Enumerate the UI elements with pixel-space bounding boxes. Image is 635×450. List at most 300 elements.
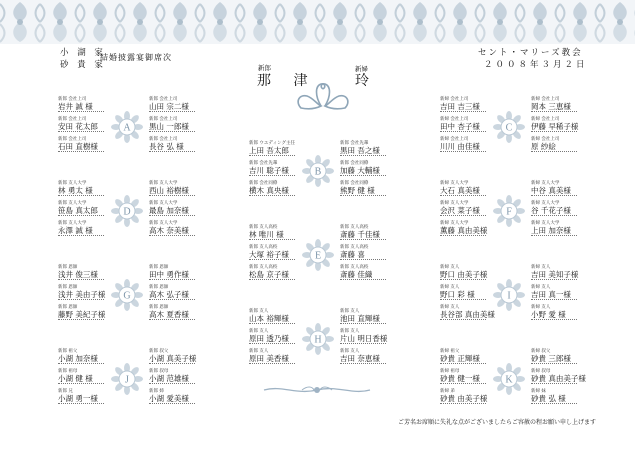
guest-title: 新婦 会社上司 [531,97,560,102]
guest-title: 新郎 会社先輩 [249,161,278,166]
guest-entry [340,181,386,196]
bride-name: 玲 [355,73,378,89]
guest-underline [58,363,104,364]
guest-entry [58,369,104,384]
guest-underline [249,239,295,240]
guest-title: 新婦 友人 [531,305,551,310]
guest-entry [58,265,104,280]
guest-title: 新婦 友人 [440,265,460,270]
guest-name: 小湖 健 様 [58,374,93,383]
guest-underline [440,235,486,236]
guest-name: 砂貴 由美子様 [440,394,488,403]
guest-name: 吉川 聡子様 [249,166,289,175]
guest-underline [58,279,104,280]
guest-entry [531,137,577,152]
guest-entry [440,201,486,216]
guest-title: 新郎 祖父 [58,349,78,354]
guest-underline [531,403,577,404]
guest-underline [149,151,195,152]
guest-name: 上田 吾太郎 [249,146,289,155]
guest-name: 山本 裕輝様 [249,314,289,323]
guest-title: 新郎 会社同僚 [249,181,278,186]
guest-underline [249,175,295,176]
guest-underline [531,279,577,280]
guest-entry [531,117,578,132]
family-name-groom-side: 小 湖 家 [60,48,106,58]
guest-underline [340,279,386,280]
guest-entry [58,305,105,320]
guest-entry [440,265,487,280]
guest-title: 新郎 友人 [249,329,269,334]
guest-title: 新婦 会社上司 [440,117,469,122]
guest-name: 上田 加奈様 [531,226,571,235]
groom-label: 新郎 [258,64,271,72]
guest-underline [249,259,295,260]
guest-entry [58,181,104,196]
table-letter: I [507,290,511,302]
guest-name: 薫藤 真由美様 [440,226,488,235]
guest-name: 小野 愛 様 [531,310,566,319]
guest-underline [149,403,195,404]
flourish-divider-icon [262,383,372,397]
venue-name: セント・マリーズ教会 [478,48,583,58]
guest-underline [58,403,104,404]
guest-entry [149,181,195,196]
guest-entry [149,389,195,404]
guest-entry [440,369,486,384]
guest-underline [58,195,104,196]
guest-title: 新郎 恩師 [58,305,78,310]
guest-name: 原田 透乃様 [249,334,289,343]
guest-entry [58,201,104,216]
guest-title: 新郎 会社先輩 [340,141,369,146]
guest-underline [149,299,195,300]
guest-entry [249,329,295,344]
guest-entry [58,389,104,404]
guest-name: 大塚 裕子様 [249,250,289,259]
guest-entry [249,265,295,280]
damask-pattern-icon [0,0,635,44]
table-letter: J [125,374,129,386]
table-medallion-icon [300,237,336,273]
guest-title: 新郎 恩師 [58,285,78,290]
table-letter: K [505,374,513,386]
table-medallion-icon [109,361,145,397]
guest-underline [440,151,486,152]
guest-name: 斎藤 千佳様 [340,230,380,239]
guest-entry [531,97,577,112]
guest-underline [340,343,386,344]
guest-name: 砂貴 正輝様 [440,354,480,363]
guest-underline [531,131,577,132]
guest-underline [58,319,104,320]
guest-title: 新郎 友人大学 [149,201,178,206]
guest-title: 新郎 会社上司 [149,97,178,102]
guest-name: 谷 千花子様 [531,206,571,215]
guest-title: 新郎 会社上司 [149,137,178,142]
guest-entry [149,201,195,216]
guest-underline [440,319,486,320]
guest-entry [149,137,195,152]
table-letter: H [314,334,322,346]
guest-entry [531,221,577,236]
guest-underline [340,239,386,240]
guest-underline [531,215,577,216]
guest-name: 砂貴 健一様 [440,374,480,383]
guest-title: 新郎 会社上司 [58,137,87,142]
guest-title: 新郎 友人 [340,329,360,334]
guest-entry [531,181,577,196]
guest-underline [149,111,195,112]
guest-entry [440,97,486,112]
guest-underline [149,363,195,364]
table-letter: F [506,206,512,218]
guest-entry [531,285,577,300]
guest-name: 熊野 健 様 [340,186,375,195]
reception-title: 結婚披露宴御席次 [100,53,172,62]
guest-title: 新郎 祖母 [58,369,78,374]
guest-entry [149,265,195,280]
guest-title: 新婦 弟 [440,389,455,394]
guest-name: 松島 京子様 [249,270,289,279]
guest-entry [58,221,104,236]
guest-name: 黒山 一郎様 [149,122,189,131]
guest-underline [149,383,195,384]
guest-title: 新婦 会社上司 [531,117,560,122]
table-letter: D [123,206,131,218]
guest-name: 原 紗絵 [531,142,556,151]
guest-title: 新郎 友人 [249,349,269,354]
guest-name: 浅井 俊三様 [58,270,98,279]
guest-title: 新婦 友人 [440,285,460,290]
table-letter: A [123,122,131,134]
guest-underline [340,155,386,156]
guest-title: 新婦 友人大学 [440,201,469,206]
guest-name: 藤野 美紀子様 [58,310,106,319]
guest-entry [340,141,386,156]
guest-name: 野口 由美子様 [440,270,488,279]
guest-underline [149,215,195,216]
guest-title: 新婦 祖母 [440,369,460,374]
table-medallion-icon [300,321,336,357]
guest-title: 新郎 会社上司 [149,117,178,122]
guest-entry [249,225,295,240]
guest-title: 新婦 会社上司 [440,137,469,142]
guest-entry [440,285,486,300]
guest-name: 会沢 菜子様 [440,206,480,215]
guest-name: 小湖 愛美様 [149,394,189,403]
guest-entry [440,137,486,152]
guest-name: 長谷 弘 様 [149,142,184,151]
guest-name: 高木 弘子様 [149,290,189,299]
guest-underline [58,151,104,152]
guest-underline [440,131,486,132]
guest-entry [440,389,487,404]
guest-entry [340,265,386,280]
table-medallion-icon [491,361,527,397]
guest-entry [58,285,105,300]
guest-name: 最島 加奈様 [149,206,189,215]
table-medallion-icon [300,153,336,189]
guest-title: 新郎 友人大学 [58,201,87,206]
guest-title: 新婦 叔父 [531,349,551,354]
guest-name: 小湖 勇一様 [58,394,98,403]
guest-name: 長谷部 真由美様 [440,310,495,319]
guest-underline [58,235,104,236]
table-medallion-icon [491,193,527,229]
guest-title: 新郎 叔父 [149,349,169,354]
guest-title: 新婦 妹 [531,389,546,394]
guest-entry [440,221,487,236]
guest-entry [58,349,104,364]
guest-name: 原田 美香様 [249,354,289,363]
guest-title: 新郎 友人高校 [249,265,278,270]
guest-title: 新婦 会社上司 [440,97,469,102]
guest-entry [149,97,195,112]
guest-title: 新婦 友人 [531,265,551,270]
guest-entry [531,389,577,404]
guest-title: 新郎 友人高校 [249,225,278,230]
guest-name: 池田 直輝様 [340,314,380,323]
guest-name: 小湖 范雄様 [149,374,189,383]
guest-name: 田中 勇作様 [149,270,189,279]
guest-title: 新婦 友人大学 [440,181,469,186]
guest-title: 新婦 友人大学 [531,221,560,226]
guest-name: 黒田 吾之様 [340,146,380,155]
table-letter: E [314,250,322,262]
guest-underline [440,403,486,404]
guest-underline [340,363,386,364]
guest-underline [149,131,195,132]
table-medallion-icon [491,277,527,313]
guest-underline [249,155,295,156]
guest-name: 吉田 吉三様 [440,102,480,111]
guest-title: 新婦 友人大学 [440,221,469,226]
guest-name: 小湖 真美子様 [149,354,197,363]
guest-entry [249,181,295,196]
guest-entry [340,349,386,364]
guest-title: 新郎 友人高校 [340,265,369,270]
guest-underline [58,383,104,384]
guest-underline [249,195,295,196]
guest-name: 田中 杏子様 [440,122,480,131]
guest-underline [340,195,386,196]
guest-underline [58,111,104,112]
guest-entry [531,201,577,216]
guest-name: 砂貴 三郎様 [531,354,571,363]
guest-underline [340,175,386,176]
guest-entry [531,265,578,280]
guest-title: 新郎 会社同僚 [340,181,369,186]
guest-name: 大石 真美様 [440,186,480,195]
guest-underline [58,299,104,300]
guest-underline [440,215,486,216]
guest-name: 加藤 大輔様 [340,166,380,175]
swan-pair-icon [293,78,353,116]
guest-name: 斎藤 佳織 [340,270,373,279]
guest-entry [340,161,386,176]
guest-title: 新郎 叔母 [149,369,169,374]
guest-title: 新郎 ウエディング主任 [249,141,295,146]
guest-name: 吉田 真一様 [531,290,571,299]
guest-entry [149,285,195,300]
guest-underline [531,299,577,300]
guest-underline [149,195,195,196]
guest-name: 吉田 奈恵様 [340,354,380,363]
guest-title: 新郎 友人 [340,309,360,314]
guest-title: 新郎 会社上司 [58,97,87,102]
guest-title: 新郎 友人大学 [58,181,87,186]
table-medallion-icon [109,193,145,229]
guest-entry [340,309,386,324]
bride-label: 新婦 [355,65,368,73]
guest-underline [149,319,195,320]
guest-underline [149,235,195,236]
guest-entry [531,349,577,364]
guest-entry [58,117,104,132]
footer-note: ご芳名お席順に失礼な点がございましたらご容赦の程お願い申し上げます [398,419,597,426]
guest-entry [58,97,104,112]
guest-name: 林 唯川 様 [249,230,284,239]
guest-name: 伊藤 早稀子様 [531,122,579,131]
guest-name: 浅井 美由子様 [58,290,106,299]
guest-entry [340,225,386,240]
groom-name: 那 津 [257,73,317,89]
guest-underline [340,259,386,260]
guest-title: 新郎 友人 [249,309,269,314]
guest-name: 斎藤 喜 [340,250,365,259]
guest-title: 新郎 友人大学 [149,181,178,186]
family-name-bride-side: 砂 貴 家 [60,60,106,70]
guest-underline [340,323,386,324]
guest-entry [440,181,486,196]
damask-banner [0,0,635,44]
guest-name: 横木 真央様 [249,186,289,195]
guest-entry [249,141,295,156]
guest-title: 新郎 友人高校 [340,245,369,250]
guest-name: 砂貴 真由美子様 [531,374,586,383]
guest-title: 新婦 会社上司 [531,137,560,142]
guest-underline [149,279,195,280]
guest-underline [531,235,577,236]
guest-title: 新郎 友人高校 [340,225,369,230]
guest-entry [58,137,104,152]
guest-underline [531,111,577,112]
guest-entry [249,161,295,176]
guest-title: 新郎 会社同僚 [340,161,369,166]
guest-name: 西山 裕樹様 [149,186,189,195]
event-date: ２００８年３月２日 [484,60,588,70]
guest-title: 新郎 友人大学 [149,221,178,226]
guest-name: 吉田 美知子様 [531,270,579,279]
guest-underline [531,383,577,384]
guest-title: 新郎 友人 [340,349,360,354]
guest-entry [149,369,195,384]
guest-entry [149,349,196,364]
guest-entry [340,329,387,344]
guest-underline [440,111,486,112]
guest-underline [531,151,577,152]
guest-underline [249,363,295,364]
guest-name: 笹島 真太郎 [58,206,98,215]
guest-title: 新郎 兄 [58,389,73,394]
guest-entry [440,305,495,320]
guest-underline [440,299,486,300]
guest-underline [249,323,295,324]
guest-entry [440,349,486,364]
guest-title: 新婦 友人大学 [531,201,560,206]
table-medallion-icon [109,277,145,313]
guest-underline [440,195,486,196]
guest-underline [58,131,104,132]
guest-name: 永澤 誠 様 [58,226,93,235]
guest-name: 安田 花太郎 [58,122,98,131]
guest-title: 新郎 友人高校 [249,245,278,250]
table-letter: C [505,122,513,134]
table-letter: B [314,166,322,178]
guest-entry [249,245,295,260]
guest-name: 石田 直樹様 [58,142,98,151]
guest-entry [149,117,195,132]
guest-title: 新郎 会社上司 [58,117,87,122]
guest-entry [149,305,195,320]
guest-entry [249,309,295,324]
guest-underline [249,279,295,280]
guest-name: 小湖 加奈様 [58,354,98,363]
guest-entry [440,117,486,132]
guest-underline [531,319,577,320]
guest-underline [249,343,295,344]
guest-underline [531,363,577,364]
guest-entry [149,221,195,236]
guest-name: 川川 由佳様 [440,142,480,151]
guest-title: 新郎 恩師 [58,265,78,270]
guest-name: 高木 夏香様 [149,310,189,319]
guest-title: 新郎 友人大学 [58,221,87,226]
guest-underline [58,215,104,216]
guest-name: 岡本 三恵様 [531,102,571,111]
guest-underline [440,279,486,280]
guest-title: 新婦 友人 [440,305,460,310]
guest-title: 新婦 友人 [531,285,551,290]
guest-underline [531,195,577,196]
guest-name: 野口 彩 様 [440,290,475,299]
guest-title: 新郎 恩師 [149,305,169,310]
guest-title: 新郎 姉 [149,389,164,394]
guest-title: 新婦 友人大学 [531,181,560,186]
guest-entry [249,349,295,364]
guest-title: 新婦 叔母 [531,369,551,374]
guest-name: 山田 宗二様 [149,102,189,111]
guest-entry [531,305,577,320]
guest-name: 高木 奈美様 [149,226,189,235]
guest-entry [531,369,586,384]
table-medallion-icon [109,109,145,145]
table-letter: G [123,290,131,302]
table-medallion-icon [491,109,527,145]
guest-name: 林 勇太 様 [58,186,93,195]
guest-underline [440,363,486,364]
guest-title: 新婦 祖父 [440,349,460,354]
guest-entry [340,245,386,260]
guest-name: 中谷 真美様 [531,186,571,195]
guest-title: 新郎 恩師 [149,285,169,290]
guest-underline [440,383,486,384]
guest-name: 砂貴 弘 様 [531,394,566,403]
guest-name: 岩井 誠 様 [58,102,93,111]
guest-title: 新郎 恩師 [149,265,169,270]
guest-name: 片山 明日香様 [340,334,388,343]
